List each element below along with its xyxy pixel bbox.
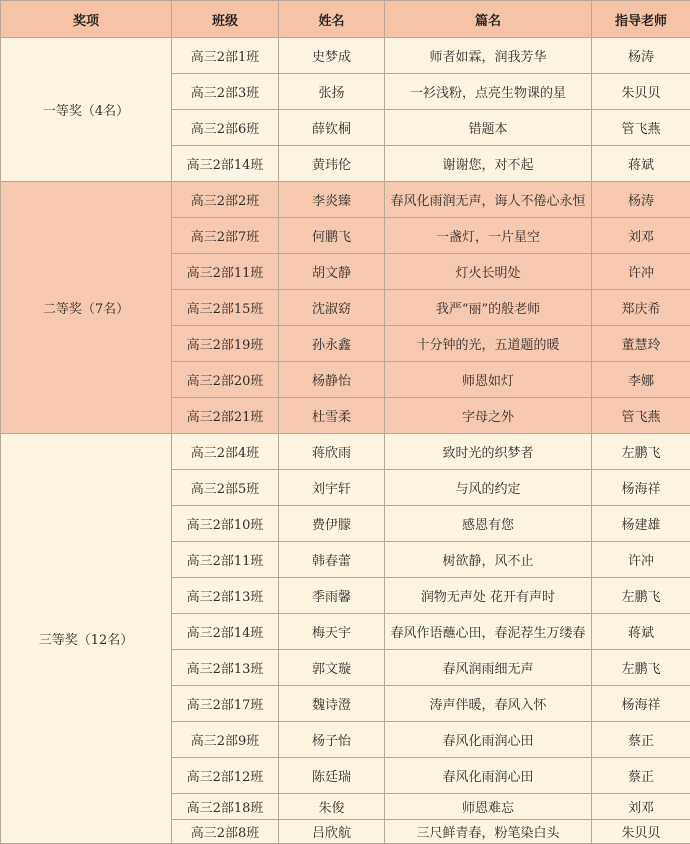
name-cell: 梅天宇 (279, 614, 385, 650)
class-cell: 高三2部13班 (172, 650, 279, 686)
title-cell: 三尺鲜青春，粉笔染白头 (385, 820, 592, 844)
title-cell: 感恩有您 (385, 506, 592, 542)
header-row (1, 1, 690, 38)
class-cell: 高三2部3班 (172, 74, 279, 110)
title-cell: 一盏灯，一片星空 (385, 218, 592, 254)
name-cell: 薛钦桐 (279, 110, 385, 146)
award-cell: 一等奖（4名） (1, 38, 172, 182)
class-cell: 高三2部21班 (172, 398, 279, 434)
title-cell: 十分钟的光，五道题的暖 (385, 326, 592, 362)
title-cell: 与风的约定 (385, 470, 592, 506)
title-cell: 树欲静，风不止 (385, 542, 592, 578)
class-cell: 高三2部8班 (172, 820, 279, 844)
name-cell: 陈廷瑞 (279, 758, 385, 794)
class-cell: 高三2部7班 (172, 218, 279, 254)
name-cell: 郭文璇 (279, 650, 385, 686)
tutor-cell: 管飞燕 (592, 110, 690, 146)
tutor-cell: 朱贝贝 (592, 820, 690, 844)
tutor-cell: 左鹏飞 (592, 578, 690, 614)
title-cell: 致时光的织梦者 (385, 434, 592, 470)
class-cell: 高三2部1班 (172, 38, 279, 74)
tutor-cell: 蒋斌 (592, 614, 690, 650)
class-cell: 高三2部9班 (172, 722, 279, 758)
name-cell: 沈淑窈 (279, 290, 385, 326)
tutor-cell: 左鹏飞 (592, 650, 690, 686)
header-award: 奖项 (1, 1, 172, 38)
class-cell: 高三2部11班 (172, 254, 279, 290)
tutor-cell: 朱贝贝 (592, 74, 690, 110)
title-cell: 涛声伴暖，春风入怀 (385, 686, 592, 722)
tutor-cell: 杨海祥 (592, 470, 690, 506)
name-cell: 胡文静 (279, 254, 385, 290)
tutor-cell: 董慧玲 (592, 326, 690, 362)
name-cell: 朱俊 (279, 794, 385, 820)
title-cell: 谢谢您，对不起 (385, 146, 592, 182)
tutor-cell: 管飞燕 (592, 398, 690, 434)
header-class: 班级 (172, 1, 279, 38)
tutor-cell: 杨建雄 (592, 506, 690, 542)
header-tutor: 指导老师 (592, 1, 690, 38)
title-cell: 春风润雨细无声 (385, 650, 592, 686)
third-prize-group (1, 434, 690, 844)
class-cell: 高三2部15班 (172, 290, 279, 326)
class-cell: 高三2部14班 (172, 614, 279, 650)
tutor-cell: 杨海祥 (592, 686, 690, 722)
title-cell: 春风化雨润心田 (385, 722, 592, 758)
class-cell: 高三2部14班 (172, 146, 279, 182)
class-cell: 高三2部13班 (172, 578, 279, 614)
class-cell: 高三2部19班 (172, 326, 279, 362)
name-cell: 张扬 (279, 74, 385, 110)
name-cell: 刘宇轩 (279, 470, 385, 506)
class-cell: 高三2部11班 (172, 542, 279, 578)
title-cell: 一衫浅粉，点亮生物课的星 (385, 74, 592, 110)
tutor-cell: 李娜 (592, 362, 690, 398)
class-cell: 高三2部12班 (172, 758, 279, 794)
class-cell: 高三2部17班 (172, 686, 279, 722)
tutor-cell: 杨涛 (592, 182, 690, 218)
name-cell: 吕欣航 (279, 820, 385, 844)
name-cell: 何鹏飞 (279, 218, 385, 254)
tutor-cell: 郑庆希 (592, 290, 690, 326)
title-cell: 师者如霖，润我芳华 (385, 38, 592, 74)
class-cell: 高三2部10班 (172, 506, 279, 542)
tutor-cell: 左鹏飞 (592, 434, 690, 470)
name-cell: 杜雪柔 (279, 398, 385, 434)
title-cell: 灯火长明处 (385, 254, 592, 290)
class-cell: 高三2部4班 (172, 434, 279, 470)
tutor-cell: 刘邓 (592, 218, 690, 254)
name-cell: 杨静怡 (279, 362, 385, 398)
class-cell: 高三2部5班 (172, 470, 279, 506)
title-cell: 春风化雨润心田 (385, 758, 592, 794)
name-cell: 杨子怡 (279, 722, 385, 758)
tutor-cell: 蔡正 (592, 758, 690, 794)
title-cell: 我严“丽”的般老师 (385, 290, 592, 326)
second-prize-group (1, 182, 690, 434)
title-cell: 错题本 (385, 110, 592, 146)
table-row (1, 182, 690, 218)
tutor-cell: 蔡正 (592, 722, 690, 758)
table-row (1, 434, 690, 470)
tutor-cell: 杨涛 (592, 38, 690, 74)
class-cell: 高三2部20班 (172, 362, 279, 398)
award-cell: 二等奖（7名） (1, 182, 172, 434)
title-cell: 师恩难忘 (385, 794, 592, 820)
header-name: 姓名 (279, 1, 385, 38)
class-cell: 高三2部18班 (172, 794, 279, 820)
header-title: 篇名 (385, 1, 592, 38)
name-cell: 韩春蕾 (279, 542, 385, 578)
title-cell: 春风作语蘸心田，春泥荐生万缕春 (385, 614, 592, 650)
title-cell: 师恩如灯 (385, 362, 592, 398)
class-cell: 高三2部2班 (172, 182, 279, 218)
class-cell: 高三2部6班 (172, 110, 279, 146)
tutor-cell: 许冲 (592, 542, 690, 578)
title-cell: 润物无声处 花开有声时 (385, 578, 592, 614)
name-cell: 黄玮伦 (279, 146, 385, 182)
first-prize-group (1, 38, 690, 182)
title-cell: 春风化雨润无声，诲人不倦心永恒 (385, 182, 592, 218)
tutor-cell: 刘邓 (592, 794, 690, 820)
title-cell: 字母之外 (385, 398, 592, 434)
name-cell: 费伊朦 (279, 506, 385, 542)
award-cell: 三等奖（12名） (1, 434, 172, 844)
table-row (1, 38, 690, 74)
name-cell: 魏诗澄 (279, 686, 385, 722)
name-cell: 李炎臻 (279, 182, 385, 218)
name-cell: 孙永鑫 (279, 326, 385, 362)
tutor-cell: 许冲 (592, 254, 690, 290)
name-cell: 史梦成 (279, 38, 385, 74)
name-cell: 蒋欣雨 (279, 434, 385, 470)
name-cell: 季雨馨 (279, 578, 385, 614)
tutor-cell: 蒋斌 (592, 146, 690, 182)
